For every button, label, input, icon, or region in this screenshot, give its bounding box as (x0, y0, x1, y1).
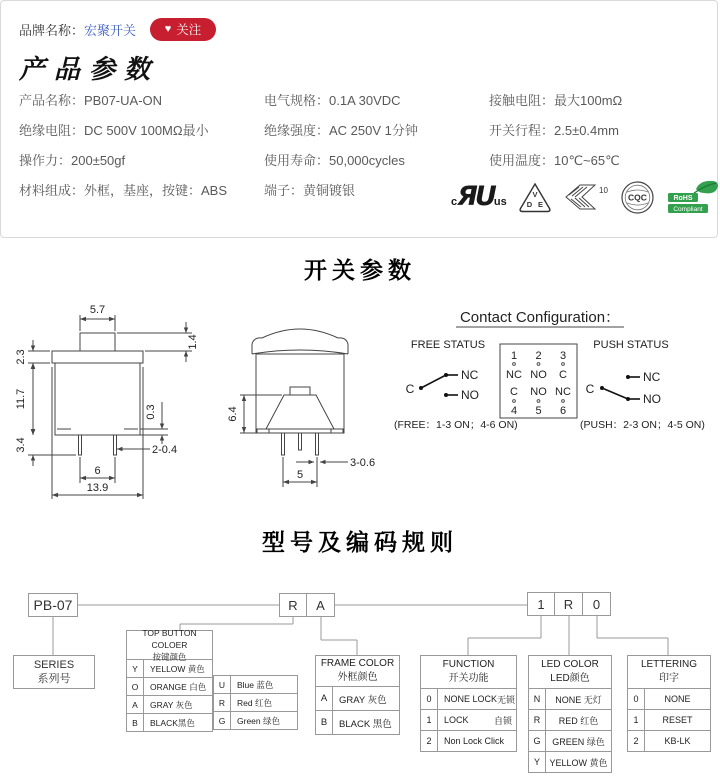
technical-drawings (0, 292, 720, 512)
svg-text:V: V (532, 189, 538, 199)
tbc-ext-row: U Blue 蓝色 (214, 676, 297, 693)
spec-travel: 开关行程：2.5±0.4mm (489, 123, 619, 138)
svg-text:NC: NC (506, 369, 522, 381)
code-group-ra (279, 593, 335, 617)
svg-text:NO: NO (461, 388, 479, 402)
led-row: N NONE 无灯 (529, 688, 611, 709)
svg-text:Compliant: Compliant (673, 206, 703, 213)
tbc-row: O ORANGE 白色 (127, 677, 212, 695)
free-status-schematic (406, 368, 479, 402)
spec-dielectric-strength: 绝缘强度：AC 250V 1分钟 (264, 123, 418, 138)
push-status-schematic (586, 370, 661, 406)
svg-text:C: C (510, 386, 518, 398)
svg-text:NO: NO (643, 392, 661, 406)
dim-front-button-width: 5.7 (89, 304, 106, 316)
k10-cert-icon (563, 182, 609, 212)
model-coding-title: 型号及编码规则 (262, 529, 458, 555)
svg-text:RoHS: RoHS (673, 195, 693, 202)
function-title-cn: 开关功能 (448, 673, 489, 684)
lettering-row: 2 KB-LK (628, 730, 710, 751)
dim-front-button-height: 1.4 (187, 334, 199, 350)
dim-side-pin-pitch: 5 (296, 469, 304, 481)
series-code-box: PB-07 (28, 593, 78, 617)
spec-temperature: 使用温度：10℃~65℃ (489, 153, 620, 168)
dim-front-body: 11.7 (15, 388, 27, 410)
dim-side-pin-width: 3-0.6 (350, 457, 376, 469)
spec-insulation-resistance: 绝缘电阻：DC 500V 100MΩ最小 (19, 123, 209, 138)
function-row: 0 NONE LOCK 无锁 (421, 688, 516, 709)
top-button-color-ext-table (213, 675, 298, 730)
code-frame: A (307, 593, 335, 617)
led-title-en: LED COLOR (541, 659, 599, 670)
spec-column-1 (19, 91, 264, 211)
svg-text:1: 1 (510, 350, 518, 362)
tbc-title-cn: 按键颜色 (152, 652, 187, 662)
led-title-cn: LED颜色 (550, 673, 590, 684)
lettering-row: 0 NONE (628, 688, 710, 709)
spec-life-cycles: 使用寿命：50,000cycles (264, 153, 405, 168)
dim-front-flange: 2.3 (15, 349, 27, 365)
svg-text:E: E (537, 199, 543, 209)
dim-front-pin-width: 2-0.4 (152, 444, 178, 456)
product-params-title: 产品参数 (19, 55, 160, 85)
dim-front-step: 0.3 (145, 404, 157, 420)
dim-side-inner-height: 6.4 (227, 406, 239, 422)
ul-c-label: c (451, 196, 458, 209)
spec-product-name: 产品名称：PB07-UA-ON (19, 93, 163, 108)
function-row: 1 LOCK 自锁 (421, 709, 516, 730)
frame-color-table (315, 655, 400, 735)
svg-text:C: C (585, 382, 595, 396)
svg-text:2: 2 (535, 350, 542, 362)
frame-title-cn: 外框颜色 (337, 672, 378, 683)
follow-button-label: 关注 (176, 23, 202, 37)
lettering-table (627, 655, 711, 752)
lettering-title-cn: 印字 (659, 673, 679, 684)
svg-text:4: 4 (510, 405, 518, 417)
led-row: G GREEN 绿色 (529, 730, 611, 751)
svg-text:CQC: CQC (627, 192, 647, 202)
svg-text:C: C (405, 382, 415, 396)
spec-column-3 (489, 91, 714, 181)
brand-row (19, 17, 216, 41)
spec-operating-force: 操作力：200±50gf (19, 153, 126, 168)
cqc-icon (620, 180, 655, 215)
pin-table (500, 344, 577, 418)
certification-icons-row (451, 179, 720, 215)
svg-text:C: C (559, 369, 567, 381)
spec-contact-resistance: 接触电阻：最大100mΩ (489, 93, 623, 108)
function-table (420, 655, 517, 752)
tbc-ext-row: R Red 红色 (214, 693, 297, 711)
frame-row: A GRAY 灰色 (316, 686, 399, 710)
svg-text:5: 5 (535, 405, 542, 417)
top-button-color-table (126, 630, 213, 732)
coding-diagram (0, 585, 720, 783)
frame-row: B BLACK 黑色 (316, 710, 399, 734)
tbc-row: A GRAY 灰色 (127, 695, 212, 713)
brand-name-link[interactable]: 宏聚开关 (84, 22, 137, 38)
switch-params-title: 开关参数 (304, 257, 416, 283)
tbc-ext-row: G Green 绿色 (214, 711, 297, 729)
spec-material: 材料组成：外框，基座，按键：ABS (19, 183, 228, 198)
function-row: 2 Non Lock Click (421, 730, 516, 751)
svg-text:NO: NO (530, 369, 547, 381)
free-caption: (FREE：1-3 ON；4-6 ON) (394, 419, 518, 431)
series-label-box (13, 655, 95, 689)
free-status-label: FREE STATUS (410, 339, 486, 351)
contact-config-title: Contact Configuration： (459, 309, 621, 326)
svg-text:NO: NO (530, 386, 547, 398)
series-cn: 系列号 (37, 673, 71, 685)
product-parameters-card (0, 0, 718, 238)
series-en: SERIES (33, 659, 75, 671)
code-function: 1 (527, 592, 555, 616)
side-view-drawing (227, 329, 375, 487)
brand-label: 品牌名称： (19, 22, 85, 38)
function-title-en: FUNCTION (442, 659, 495, 670)
code-top-button: R (279, 593, 307, 617)
lettering-title-en: LETTERING (640, 659, 698, 670)
dim-front-pin-length: 3.4 (15, 437, 27, 453)
dim-front-pin-pitch: 6 (94, 465, 101, 477)
front-view-drawing (15, 304, 199, 499)
contact-configuration (394, 309, 705, 431)
spec-terminal: 端子：黄铜镀银 (264, 183, 356, 198)
svg-text:3: 3 (559, 350, 567, 362)
svg-text:NC: NC (461, 368, 479, 382)
push-status-label: PUSH STATUS (593, 339, 669, 351)
svg-text:10: 10 (598, 186, 608, 195)
led-color-table (528, 655, 612, 773)
code-lettering: 0 (583, 592, 611, 616)
tbc-title-en: TOP BUTTON COLOER (142, 628, 197, 650)
code-group-1r0 (527, 592, 611, 616)
svg-text:D: D (526, 199, 532, 209)
tbc-row: Y YELLOW 黄色 (127, 659, 212, 677)
led-row: R RED 红色 (529, 709, 611, 730)
dim-front-total-width: 13.9 (86, 482, 109, 494)
spec-electrical-rating: 电气规格：0.1A 30VDC (264, 93, 401, 108)
code-led: R (555, 592, 583, 616)
tbc-row: B BLACK黑色 (127, 713, 212, 731)
follow-button[interactable] (150, 18, 216, 41)
ul-us-label: us (493, 196, 507, 209)
cul-us-icon (451, 180, 507, 212)
push-caption: (PUSH：2-3 ON；4-5 ON) (580, 419, 705, 431)
ul-mark-label: ЯU (457, 180, 494, 212)
svg-text:6: 6 (559, 405, 567, 417)
lettering-row: 1 RESET (628, 709, 710, 730)
svg-text:NC: NC (643, 370, 661, 384)
led-row: Y YELLOW 黄色 (529, 751, 611, 772)
svg-text:NC: NC (555, 386, 571, 398)
frame-title-en: FRAME COLOR (320, 658, 395, 669)
heart-icon: ♥ (164, 22, 172, 35)
vde-icon (518, 182, 552, 213)
rohs-icon (666, 179, 720, 215)
